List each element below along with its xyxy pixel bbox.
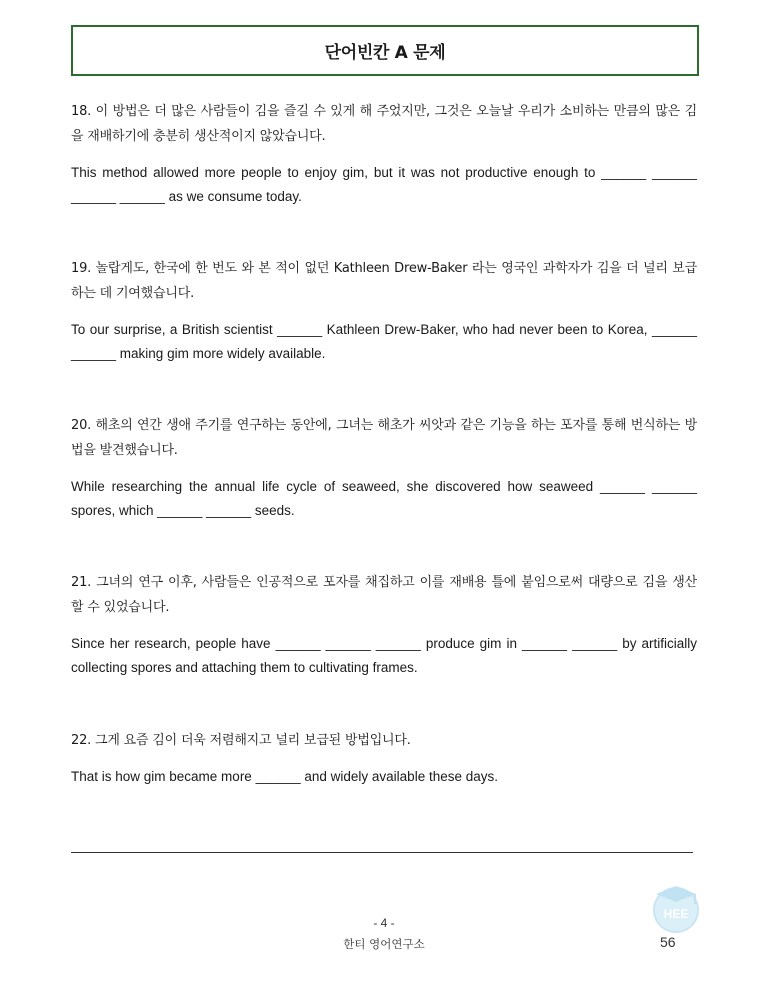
logo-text: HEE bbox=[663, 907, 689, 921]
question-19 bbox=[71, 256, 697, 366]
title-box bbox=[71, 25, 699, 76]
question-english: While researching the annual life cycle of seaweed, she discovered how seaweed ______ ______ spores, which ______ ______ seeds. bbox=[71, 479, 697, 518]
question-korean: 18. 이 방법은 더 많은 사람들이 김을 즐길 수 있게 해 주었지만, 그것은 오늘날 우리가 소비하는 만큼의 많은 김을 재배하기에 충분히 생산적이지 않았습니다. bbox=[71, 104, 697, 144]
question-22 bbox=[71, 728, 697, 789]
question-english: To our surprise, a British scientist ______ Kathleen Drew-Baker, who had never been to Korea, ______ ______ making gim more widely available. bbox=[71, 322, 697, 361]
institute-name: 한티 영어연구소 bbox=[343, 937, 425, 951]
question-18 bbox=[71, 99, 697, 209]
question-20 bbox=[71, 413, 697, 523]
question-korean: 21. 그녀의 연구 이후, 사람들은 인공적으로 포자를 채집하고 이를 재배용 틀에 붙임으로써 대량으로 김을 생산 할 수 있었습니다. bbox=[71, 575, 697, 615]
question-english: Since her research, people have ______ ______ ______ produce gim in ______ ______ by artificially collecting spores and attaching them to cultivating frames. bbox=[71, 636, 697, 675]
page-title: 단어빈칸 A 문제 bbox=[324, 43, 446, 63]
question-korean: 22. 그게 요즘 김이 더욱 저렴해지고 널리 보급된 방법입니다. bbox=[71, 733, 411, 748]
question-english: That is how gim became more ______ and widely available these days. bbox=[71, 769, 498, 784]
question-english: This method allowed more people to enjoy gim, but it was not productive enough to ______ ______ ______ ______ as we consume today. bbox=[71, 165, 697, 204]
question-korean: 19. 놀랍게도, 한국에 한 번도 와 본 적이 없던 Kathleen Drew-Baker 라는 영국인 과학자가 김을 더 널리 보급하는 데 기여했습니다. bbox=[71, 261, 697, 301]
page-marker: - 4 - bbox=[373, 916, 395, 930]
page-number: 56 bbox=[660, 934, 676, 950]
question-korean: 20. 해초의 연간 생애 주기를 연구하는 동안에, 그녀는 해초가 씨앗과 같은 기능을 하는 포자를 통해 번식하는 방법을 발견했습니다. bbox=[71, 418, 697, 458]
question-21 bbox=[71, 570, 697, 680]
footer-divider bbox=[71, 852, 693, 853]
